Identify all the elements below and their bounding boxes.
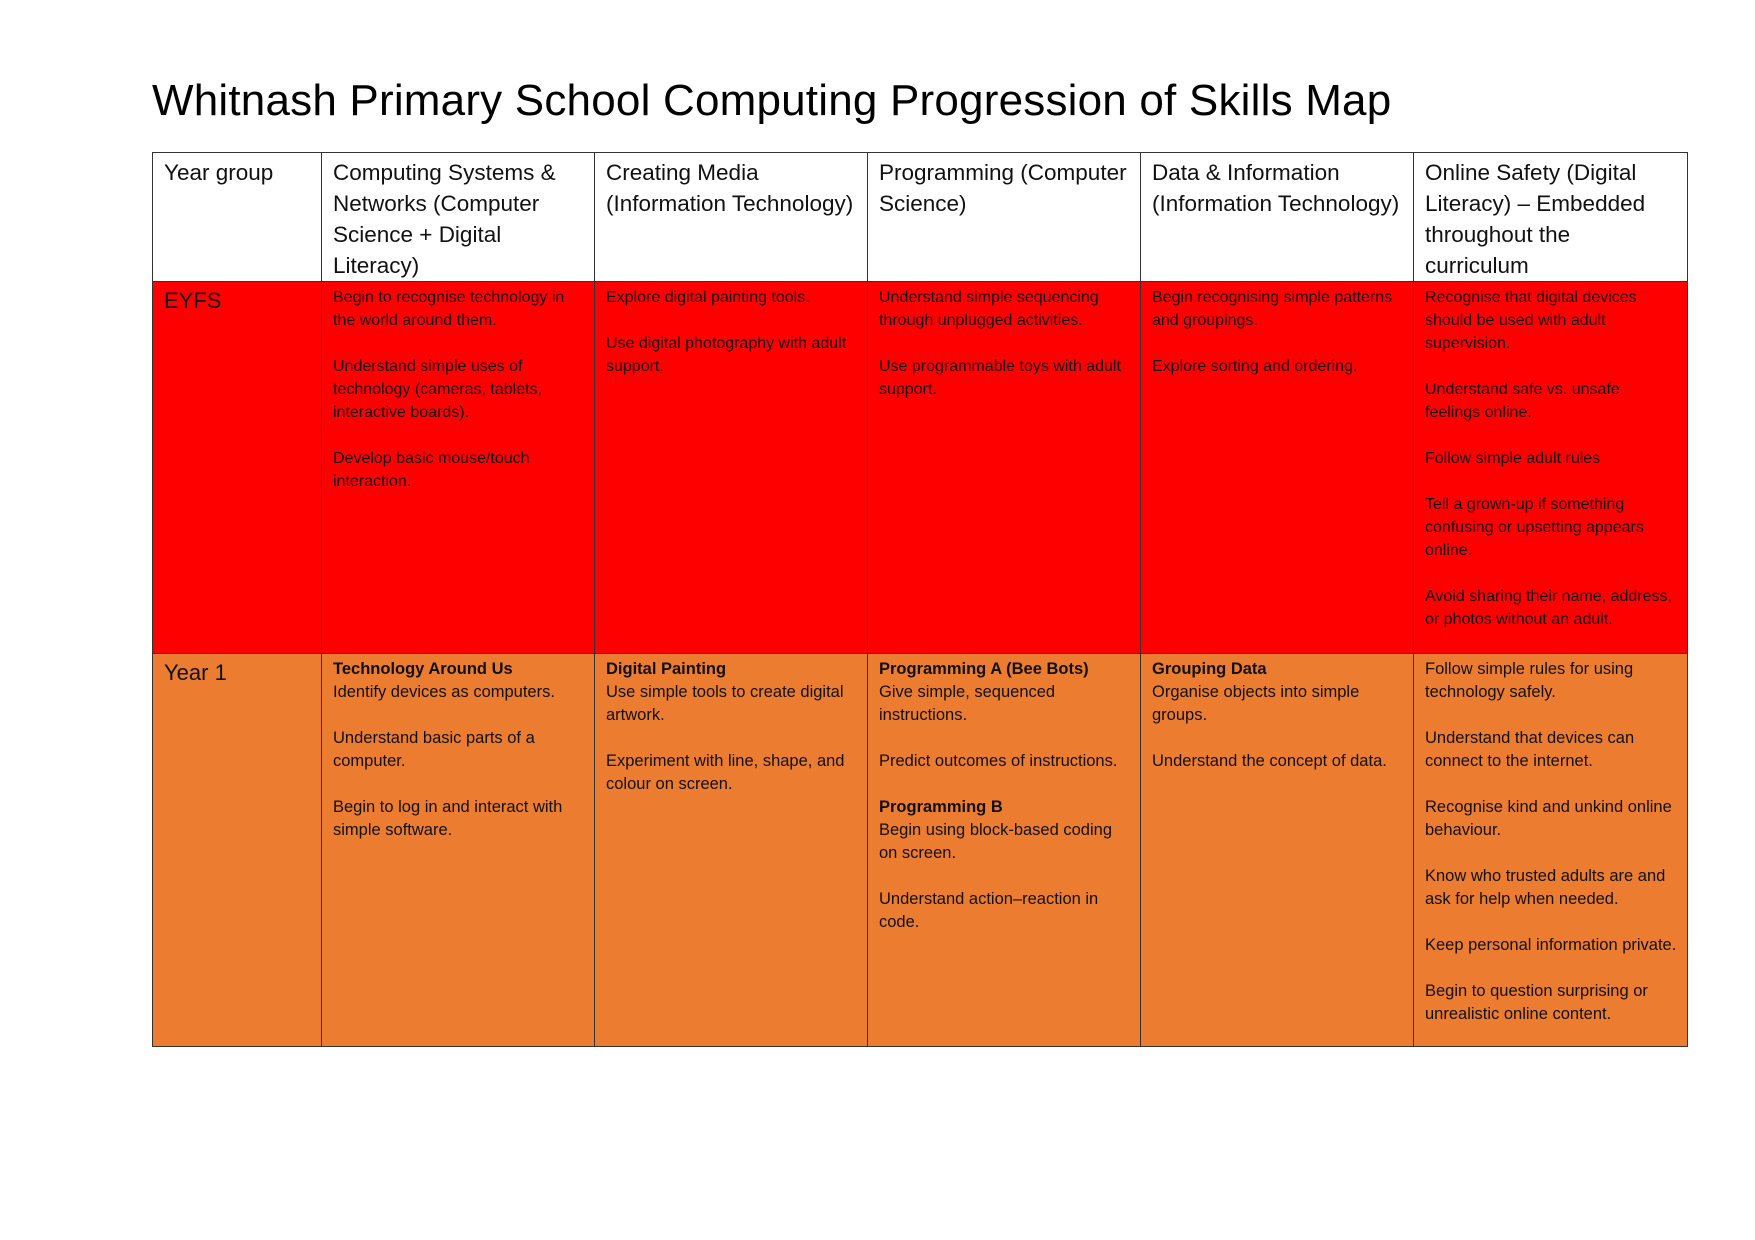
cell-paragraph: Keep personal information private. [1425, 936, 1677, 954]
year1-creating-media-cell [595, 654, 868, 1047]
table-header-row [153, 153, 1688, 282]
cell-paragraph: Explore sorting and ordering. [1152, 358, 1358, 375]
table-row-eyfs [153, 282, 1688, 654]
cell-paragraph: Identify devices as computers. [333, 683, 555, 701]
cell-paragraph: Begin to recognise technology in the world around them. [333, 289, 565, 329]
cell-paragraph: Use programmable toys with adult support. [879, 358, 1121, 398]
cell-paragraph: Begin to question surprising or unrealistic online content. [1425, 982, 1648, 1023]
cell-paragraph: Begin to log in and interact with simple software. [333, 798, 563, 839]
cell-paragraph: Understand action–reaction in code. [879, 890, 1099, 931]
cell-paragraph: Follow simple rules for using technology safely. [1425, 660, 1634, 701]
cell-paragraph: Understand that devices can connect to the internet. [1425, 729, 1635, 770]
year1-programming-cell [868, 654, 1141, 1047]
eyfs-data-information-cell [1141, 282, 1414, 654]
eyfs-programming-cell [868, 282, 1141, 654]
cell-paragraph: Avoid sharing their name, address, or photos without an adult. [1425, 588, 1672, 628]
table-row-year-1 [153, 654, 1688, 1047]
cell-paragraph: Use digital photography with adult support. [606, 335, 847, 375]
unit-heading: Programming B [879, 798, 1003, 816]
header-cell-creating-media: Creating Media (Information Technology) [595, 153, 868, 282]
cell-paragraph: Understand simple uses of technology (cameras, tablets, interactive boards). [333, 358, 542, 421]
cell-paragraph: Begin recognising simple patterns and groupings. [1152, 289, 1393, 329]
cell-paragraph: Understand basic parts of a computer. [333, 729, 535, 770]
page-title: Whitnash Primary School Computing Progression of Skills Map [152, 76, 1392, 125]
cell-paragraph: Organise objects into simple groups. [1152, 683, 1360, 724]
unit-heading: Technology Around Us [333, 660, 513, 678]
header-cell-online-safety: Online Safety (Digital Literacy) – Embedded throughout the curriculum [1414, 153, 1688, 282]
unit-heading: Programming A (Bee Bots) [879, 660, 1089, 678]
cell-paragraph: Develop basic mouse/touch interaction. [333, 450, 530, 490]
cell-paragraph: Use simple tools to create digital artwork. [606, 683, 844, 724]
cell-paragraph: Understand safe vs. unsafe feelings online. [1425, 381, 1620, 421]
cell-paragraph: Explore digital painting tools. [606, 289, 810, 306]
eyfs-creating-media-cell [595, 282, 868, 654]
cell-paragraph: Know who trusted adults are and ask for help when needed. [1425, 867, 1666, 908]
cell-paragraph: Understand simple sequencing through unplugged activities. [879, 289, 1099, 329]
cell-paragraph: Recognise kind and unkind online behaviour. [1425, 798, 1672, 839]
year1-computing-systems-cell [322, 654, 595, 1047]
eyfs-computing-systems-cell [322, 282, 595, 654]
header-cell-year-group: Year group [153, 153, 322, 282]
cell-paragraph: Understand the concept of data. [1152, 752, 1387, 770]
year1-data-information-cell [1141, 654, 1414, 1047]
cell-paragraph: Predict outcomes of instructions. [879, 752, 1118, 770]
cell-paragraph: Begin using block-based coding on screen. [879, 821, 1112, 862]
cell-paragraph: Tell a grown-up if something confusing or upsetting appears online. [1425, 496, 1644, 559]
cell-paragraph: Recognise that digital devices should be used with adult supervision. [1425, 289, 1637, 352]
unit-heading: Digital Painting [606, 660, 727, 678]
skills-map-table [152, 152, 1688, 1047]
year1-online-safety-cell [1414, 654, 1688, 1047]
header-cell-programming: Programming (Computer Science) [868, 153, 1141, 282]
cell-paragraph: Follow simple adult rules [1425, 450, 1601, 467]
header-cell-data-information: Data & Information (Information Technology) [1141, 153, 1414, 282]
cell-paragraph: Experiment with line, shape, and colour on screen. [606, 752, 845, 793]
eyfs-online-safety-cell [1414, 282, 1688, 654]
unit-heading: Grouping Data [1152, 660, 1267, 678]
year-label-eyfs: EYFS [153, 282, 322, 654]
year-label-year-1: Year 1 [153, 654, 322, 1047]
header-cell-computing-systems: Computing Systems & Networks (Computer Science + Digital Literacy) [322, 153, 595, 282]
cell-paragraph: Give simple, sequenced instructions. [879, 683, 1056, 724]
